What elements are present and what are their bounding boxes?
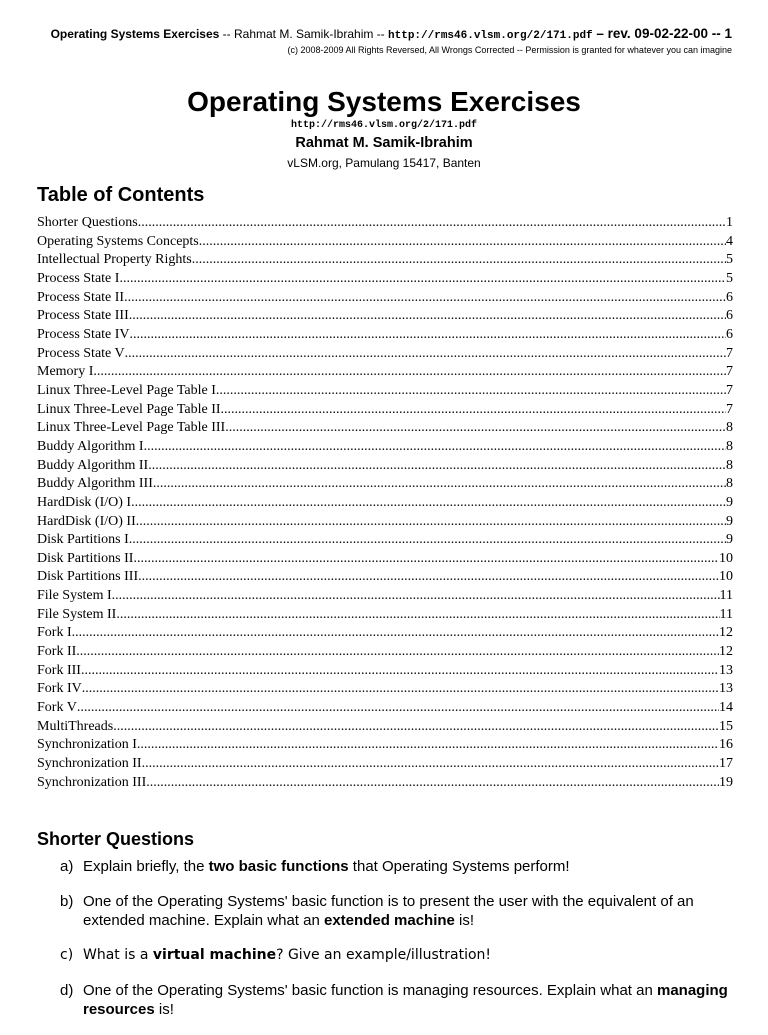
toc-entry-title: Synchronization I xyxy=(37,737,137,753)
toc-entry-page: 13 xyxy=(719,662,733,678)
toc-entry-title: Operating Systems Concepts xyxy=(37,233,199,249)
toc-entry-title: Fork V xyxy=(37,700,77,716)
toc-entry-page: 10 xyxy=(719,550,733,566)
question-text-plain: What is a xyxy=(83,947,153,963)
toc-entry-title: HardDisk (I/O) II xyxy=(37,513,136,529)
toc-entry-title: Disk Partitions II xyxy=(37,550,134,566)
toc-dot-leader xyxy=(221,401,726,420)
question-text-emphasis: managing resources xyxy=(83,982,728,1018)
toc-entry[interactable] xyxy=(37,251,733,270)
running-header xyxy=(0,25,732,55)
toc-entry-title: File System II xyxy=(37,606,117,622)
toc-dot-leader xyxy=(113,718,719,737)
toc-dot-leader xyxy=(133,550,719,569)
toc-entry-title: Memory I xyxy=(37,364,94,380)
toc-dot-leader xyxy=(192,251,726,270)
document-author: Rahmat M. Samik-Ibrahim xyxy=(295,135,473,151)
question-text-plain: ? Give an example/illustration! xyxy=(276,947,492,963)
question-text xyxy=(83,892,730,930)
toc-entry[interactable] xyxy=(37,270,733,289)
toc-entry-page: 6 xyxy=(726,326,733,342)
toc-dot-leader xyxy=(129,531,726,550)
toc-entry-page: 15 xyxy=(719,718,733,734)
toc-entry[interactable] xyxy=(37,736,733,755)
toc-entry-page: 1 xyxy=(726,215,733,230)
toc-entry[interactable] xyxy=(37,643,733,662)
toc-entry[interactable] xyxy=(37,718,733,737)
question-text-plain: is! xyxy=(154,1001,174,1018)
toc-entry-title: Linux Three-Level Page Table I xyxy=(37,382,216,398)
toc-entry-page: 5 xyxy=(726,270,733,286)
toc-entry-title: Shorter Questions xyxy=(37,215,138,230)
toc-entry-title: Process State I xyxy=(37,270,120,286)
document-affiliation: vLSM.org, Pamulang 15417, Banten xyxy=(287,156,481,170)
toc-entry-title: Fork II xyxy=(37,644,77,660)
toc-entry-page: 7 xyxy=(726,364,733,380)
question-text-emphasis: two basic functions xyxy=(208,858,349,875)
document-url[interactable]: http://rms46.vlsm.org/2/171.pdf xyxy=(290,120,478,131)
toc-dot-leader xyxy=(82,680,719,699)
toc-entry-title: Intellectual Property Rights xyxy=(37,252,192,268)
toc-entry-title: Process State IV xyxy=(37,326,130,342)
toc-entry-page: 9 xyxy=(726,532,733,548)
toc-entry-page: 6 xyxy=(726,289,733,305)
toc-entry[interactable] xyxy=(37,345,733,364)
toc-entry-page: 8 xyxy=(726,420,733,436)
toc-entry[interactable] xyxy=(37,289,733,308)
header-url: http://rms46.vlsm.org/2/171.pdf xyxy=(388,30,593,42)
toc-entry-title: MultiThreads xyxy=(37,718,114,734)
toc-dot-leader xyxy=(225,419,726,438)
toc-entry-page: 12 xyxy=(719,625,733,641)
toc-heading: Table of Contents xyxy=(37,184,205,206)
toc-dot-leader xyxy=(199,233,726,252)
toc-entry-page: 7 xyxy=(726,401,733,417)
toc-dot-leader xyxy=(93,363,726,382)
toc-entry-page: 7 xyxy=(726,382,733,398)
toc-dot-leader xyxy=(136,513,726,532)
toc-entry[interactable] xyxy=(37,680,733,699)
toc-dot-leader xyxy=(142,755,719,774)
toc-entry-page: 14 xyxy=(719,700,733,716)
toc-dot-leader xyxy=(77,699,719,718)
toc-entry-title: Buddy Algorithm II xyxy=(37,457,149,473)
toc-dot-leader xyxy=(116,606,719,625)
toc-dot-leader xyxy=(153,475,726,494)
toc-entry[interactable] xyxy=(37,513,733,532)
toc-entry[interactable] xyxy=(37,606,733,625)
toc-entry-page: 8 xyxy=(726,476,733,492)
question-text-plain: is! xyxy=(454,912,475,929)
toc-entry-page: 8 xyxy=(726,457,733,473)
header-title: Operating Systems Exercises xyxy=(50,27,220,41)
toc-entry[interactable] xyxy=(37,214,733,233)
toc-entry-page: 9 xyxy=(726,494,733,510)
question-item xyxy=(60,857,730,876)
toc-entry[interactable] xyxy=(37,531,733,550)
toc-dot-leader xyxy=(129,307,726,326)
toc-entry[interactable] xyxy=(37,494,733,513)
header-line xyxy=(0,25,732,45)
toc-entry-page: 12 xyxy=(719,644,733,660)
question-text xyxy=(83,857,730,876)
question-text-plain: One of the Operating Systems' basic function is managing resources. Explain what an xyxy=(83,982,657,999)
toc-entry[interactable] xyxy=(37,419,733,438)
toc-entry-page: 13 xyxy=(719,681,733,697)
question-item xyxy=(60,981,730,1019)
toc-entry-title: Disk Partitions I xyxy=(37,532,129,548)
toc-dot-leader xyxy=(76,643,719,662)
question-text-emphasis: virtual machine xyxy=(152,947,277,963)
toc-entry-page: 5 xyxy=(726,252,733,268)
toc-entry-page: 19 xyxy=(719,774,733,790)
question-item xyxy=(60,946,730,965)
toc-entry-title: Process State II xyxy=(37,289,125,305)
toc-dot-leader xyxy=(112,587,720,606)
question-letter: b) xyxy=(60,893,74,910)
toc-entry-page: 8 xyxy=(726,438,733,454)
toc-entry-page: 11 xyxy=(719,588,733,604)
toc-dot-leader xyxy=(131,494,726,513)
toc-entry-title: File System I xyxy=(37,588,112,604)
toc-entry-title: Fork III xyxy=(37,662,81,678)
toc-entry-title: Fork I xyxy=(37,625,72,641)
toc-entry-title: Linux Three-Level Page Table II xyxy=(37,401,221,417)
toc-entry-title: Linux Three-Level Page Table III xyxy=(37,420,226,436)
toc-dot-leader xyxy=(130,326,726,345)
shorter-questions-list xyxy=(60,857,730,1035)
question-letter: d) xyxy=(60,982,74,999)
toc-entry[interactable] xyxy=(37,363,733,382)
toc-entry[interactable] xyxy=(37,550,733,569)
shorter-questions-heading: Shorter Questions xyxy=(37,829,195,849)
toc-dot-leader xyxy=(124,289,726,308)
title-block xyxy=(0,85,768,173)
table-of-contents xyxy=(37,214,733,792)
toc-entry[interactable] xyxy=(37,233,733,252)
toc-entry[interactable] xyxy=(37,401,733,420)
toc-dot-leader xyxy=(148,457,726,476)
question-text-emphasis: extended machine xyxy=(324,912,455,929)
toc-entry-page: 10 xyxy=(719,569,733,585)
question-item xyxy=(60,892,730,930)
toc-entry[interactable] xyxy=(37,307,733,326)
question-letter: a) xyxy=(60,858,74,875)
toc-entry[interactable] xyxy=(37,475,733,494)
toc-entry[interactable] xyxy=(37,624,733,643)
toc-dot-leader xyxy=(144,438,726,457)
toc-entry-page: 7 xyxy=(726,345,733,361)
toc-entry[interactable] xyxy=(37,382,733,401)
toc-entry-page: 9 xyxy=(726,513,733,529)
toc-entry-page: 16 xyxy=(719,737,733,753)
toc-entry[interactable] xyxy=(37,587,733,606)
toc-entry-title: Process State III xyxy=(37,308,129,324)
toc-entry-page: 17 xyxy=(719,756,733,772)
toc-entry[interactable] xyxy=(37,568,733,587)
toc-entry-page: 6 xyxy=(726,308,733,324)
header-revision: – rev. 09-02-22-00 -- 1 xyxy=(592,26,732,41)
toc-entry[interactable] xyxy=(37,457,733,476)
toc-entry-title: HardDisk (I/O) I xyxy=(37,494,132,510)
toc-entry-page: 11 xyxy=(719,606,733,622)
question-text-plain: that Operating Systems perform! xyxy=(348,858,570,875)
toc-dot-leader xyxy=(72,624,719,643)
question-text xyxy=(83,981,730,1019)
toc-dot-leader xyxy=(81,662,719,681)
question-text-plain: Explain briefly, the xyxy=(83,858,209,875)
question-text xyxy=(83,946,730,965)
header-copyright: (c) 2008-2009 All Rights Reversed, All Wrongs Corrected -- Permission is granted for whatever you can imagine xyxy=(287,45,732,55)
toc-entry-title: Synchronization II xyxy=(37,756,142,772)
toc-entry[interactable] xyxy=(37,755,733,774)
toc-entry-title: Disk Partitions III xyxy=(37,569,139,585)
document-title: Operating Systems Exercises xyxy=(187,86,581,117)
header-author: -- Rahmat M. Samik-Ibrahim -- xyxy=(219,27,389,41)
toc-dot-leader xyxy=(137,736,719,755)
toc-entry-title: Fork IV xyxy=(37,681,82,697)
toc-entry[interactable] xyxy=(37,326,733,345)
toc-entry-title: Process State V xyxy=(37,345,125,361)
toc-dot-leader xyxy=(138,214,726,233)
toc-entry-page: 4 xyxy=(726,233,733,249)
toc-entry-title: Buddy Algorithm I xyxy=(37,438,144,454)
toc-entry-title: Synchronization III xyxy=(37,774,147,790)
toc-entry[interactable] xyxy=(37,438,733,457)
toc-dot-leader xyxy=(146,774,719,793)
toc-entry[interactable] xyxy=(37,699,733,718)
toc-dot-leader xyxy=(125,345,726,364)
toc-dot-leader xyxy=(119,270,726,289)
toc-entry-title: Buddy Algorithm III xyxy=(37,476,153,492)
toc-dot-leader xyxy=(216,382,726,401)
question-letter: c) xyxy=(60,947,74,963)
toc-dot-leader xyxy=(138,568,719,587)
toc-entry[interactable] xyxy=(37,662,733,681)
toc-entry[interactable] xyxy=(37,774,733,793)
question-text-plain: One of the Operating Systems' basic function is to present the user with the equivalent of an extended machine. Explain what an xyxy=(83,893,694,929)
